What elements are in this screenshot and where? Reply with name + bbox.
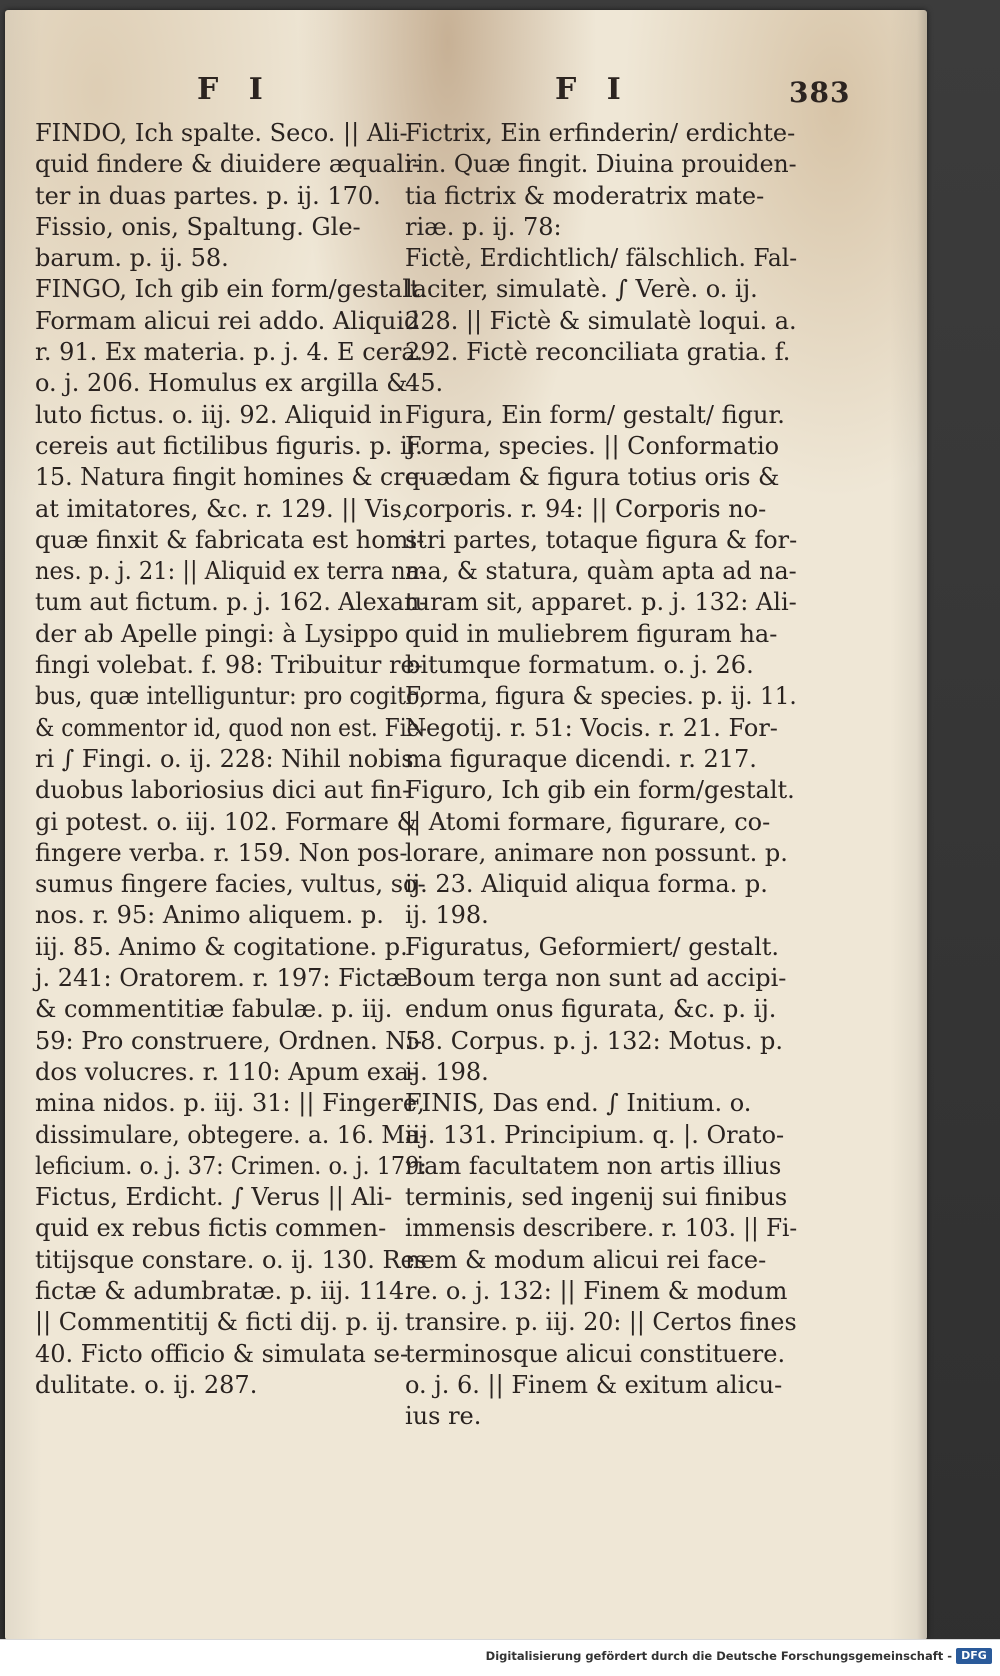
text-line: laciter, simulatè. ∫ Verè. o. ij. <box>405 275 758 304</box>
running-header <box>5 72 927 116</box>
right-text-column <box>405 118 797 1432</box>
text-line: lorare, animare non possunt. p. <box>405 838 788 867</box>
text-line: 59: Pro construere, Ordnen. Ni- <box>35 1026 422 1055</box>
text-line: dulitate. o. ij. 287. <box>35 1370 258 1399</box>
text-line: quid findere & diuidere æquali- <box>35 150 421 179</box>
text-line: Formam alicui rei addo. Aliquid <box>35 306 420 335</box>
text-line: ius re. <box>405 1402 482 1431</box>
text-line: stri partes, totaque figura & for- <box>405 525 798 554</box>
text-line: Boum terga non sunt ad accipi- <box>405 964 787 993</box>
text-line: & commentitiæ fabulæ. p. iij. <box>35 995 393 1024</box>
text-line: cereis aut fictilibus figuris. p. ij. <box>35 431 423 460</box>
text-line: gi potest. o. iij. 102. Formare & <box>35 807 418 836</box>
text-line: Figuratus, Geformiert/ gestalt. <box>405 932 780 961</box>
text-line: tia fictrix & moderatrix mate- <box>405 181 765 210</box>
text-line: || Commentitij & ficti dij. p. ij. <box>35 1308 399 1337</box>
text-line: 292. Fictè reconciliata gratia. f. <box>405 338 791 367</box>
text-line: ter in duas partes. p. ij. 170. <box>35 181 381 210</box>
text-line: leficium. o. j. 37: Crimen. o. j. 179: <box>35 1151 427 1180</box>
scanned-page <box>5 10 927 1640</box>
text-line: Forma, species. || Conformatio <box>405 431 780 460</box>
text-line: Fissio, onis, Spaltung. Gle- <box>35 212 361 241</box>
text-line: Figuro, Ich gib ein form/gestalt. <box>405 776 795 805</box>
text-line: turam sit, apparet. p. j. 132: Ali- <box>405 588 797 617</box>
text-line: endum onus figurata, &c. p. ij. <box>405 995 777 1024</box>
text-line: 228. || Fictè & simulatè loqui. a. <box>405 306 797 335</box>
text-line: Forma, figura & species. p. ij. 11. <box>405 682 797 711</box>
text-line: Negotij. r. 51: Vocis. r. 21. For- <box>405 713 778 742</box>
text-line: fictæ & adumbratæ. p. iij. 114. <box>35 1276 412 1305</box>
text-line: quæ finxit & fabricata est homi- <box>35 525 425 554</box>
text-line: FINGO, Ich gib ein form/gestalt. <box>35 275 428 304</box>
text-line: nem & modum alicui rei face- <box>405 1245 767 1274</box>
text-line: ma figuraque dicendi. r. 217. <box>405 744 757 773</box>
text-line: & commentor id, quod non est. Fie- <box>35 713 427 742</box>
text-line: transire. p. iij. 20: || Certos fines <box>405 1308 797 1337</box>
text-line: at imitatores, &c. r. 129. || Vis, <box>35 494 410 523</box>
dfg-logo: DFG <box>956 1648 992 1664</box>
text-line: fingere verba. r. 159. Non pos- <box>35 838 408 867</box>
text-line: bitumque formatum. o. j. 26. <box>405 651 754 680</box>
text-line: iij. 131. Principium. q. |. Orato- <box>405 1120 785 1149</box>
text-line: bus, quæ intelliguntur: pro cogito, <box>35 682 427 711</box>
footer-bar <box>0 1639 1000 1676</box>
page-edge-shadow <box>917 10 927 1640</box>
text-line: re. o. j. 132: || Finem & modum <box>405 1276 788 1305</box>
text-line: o. j. 6. || Finem & exitum alicu- <box>405 1370 783 1399</box>
text-line: luto fictus. o. iij. 92. Aliquid in <box>35 400 403 429</box>
text-line: tum aut fictum. p. j. 162. Alexan- <box>35 588 428 617</box>
funding-credit: Digitalisierung gefördert durch die Deutsche Forschungsgemeinschaft - <box>485 1649 952 1663</box>
text-line: dos volucres. r. 110: Apum exa- <box>35 1057 417 1086</box>
text-line: Fictrix, Ein erfinderin/ erdichte- <box>405 119 796 147</box>
text-line: r. 91. Ex materia. p. j. 4. E cera. <box>35 338 424 367</box>
text-line: ri ∫ Fingi. o. ij. 228: Nihil nobis <box>35 744 414 773</box>
text-line: riæ. p. ij. 78: <box>405 212 562 241</box>
text-line: 58. Corpus. p. j. 132: Motus. p. <box>405 1026 784 1055</box>
text-line: j. 241: Oratorem. r. 197: Fictæ <box>35 964 409 993</box>
text-line: fingi volebat. f. 98: Tribuitur re- <box>35 651 423 680</box>
text-line: quædam & figura totius oris & <box>405 463 780 492</box>
text-line: Fictè, Erdichtlich/ fälschlich. Fal- <box>405 244 798 273</box>
text-line: titijsque constare. o. ij. 130. Res <box>35 1245 427 1274</box>
text-line: barum. p. ij. 58. <box>35 244 229 273</box>
text-line: iij. 85. Animo & cogitatione. p. <box>35 932 408 961</box>
text-line: o. j. 206. Homulus ex argilla & <box>35 369 408 398</box>
text-line: 15. Natura fingit homines & cre- <box>35 463 427 492</box>
right-running-head: F I <box>555 72 631 107</box>
text-line: Fictus, Erdicht. ∫ Verus || Ali- <box>35 1183 393 1212</box>
text-line: immensis describere. r. 103. || Fi- <box>405 1214 798 1243</box>
text-line: nes. p. j. 21: || Aliquid ex terra na- <box>35 557 427 586</box>
text-line: FINDO, Ich spalte. Seco. || Ali- <box>35 119 408 147</box>
text-line: quid ex rebus fictis commen- <box>35 1214 387 1243</box>
text-line: || Atomi formare, figurare, co- <box>405 807 771 836</box>
left-running-head: F I <box>197 72 273 107</box>
text-line: quid in muliebrem figuram ha- <box>405 619 778 648</box>
text-line: dissimulare, obtegere. a. 16. Ma- <box>35 1120 427 1149</box>
text-line: FINIS, Das end. ∫ Initium. o. <box>405 1089 752 1118</box>
text-line: riam facultatem non artis illius <box>405 1151 782 1180</box>
text-line: nos. r. 95: Animo aliquem. p. <box>35 901 384 930</box>
text-line: 45. <box>405 369 444 398</box>
text-line: rin. Quæ fingit. Diuina prouiden- <box>405 150 797 179</box>
text-line: corporis. r. 94: || Corporis no- <box>405 494 767 523</box>
text-line: ij. 198. <box>405 1057 489 1086</box>
text-line: mina nidos. p. iij. 31: || Fingere, <box>35 1089 425 1118</box>
text-line: ij. 198. <box>405 901 489 930</box>
text-line: Figura, Ein form/ gestalt/ figur. <box>405 400 785 429</box>
text-line: sumus fingere facies, vultus, so- <box>35 870 426 899</box>
text-line: 40. Ficto officio & simulata se- <box>35 1339 409 1368</box>
left-text-column <box>35 118 427 1401</box>
text-line: duobus laboriosius dici aut fin- <box>35 776 411 805</box>
text-line: terminosque alicui constituere. <box>405 1339 786 1368</box>
page-number: 383 <box>789 76 851 109</box>
text-line: ma, & statura, quàm apta ad na- <box>405 557 797 586</box>
text-line: der ab Apelle pingi: à Lysippo <box>35 619 399 648</box>
text-line: ij. 23. Aliquid aliqua forma. p. <box>405 870 768 899</box>
text-line: terminis, sed ingenij sui finibus <box>405 1183 788 1212</box>
